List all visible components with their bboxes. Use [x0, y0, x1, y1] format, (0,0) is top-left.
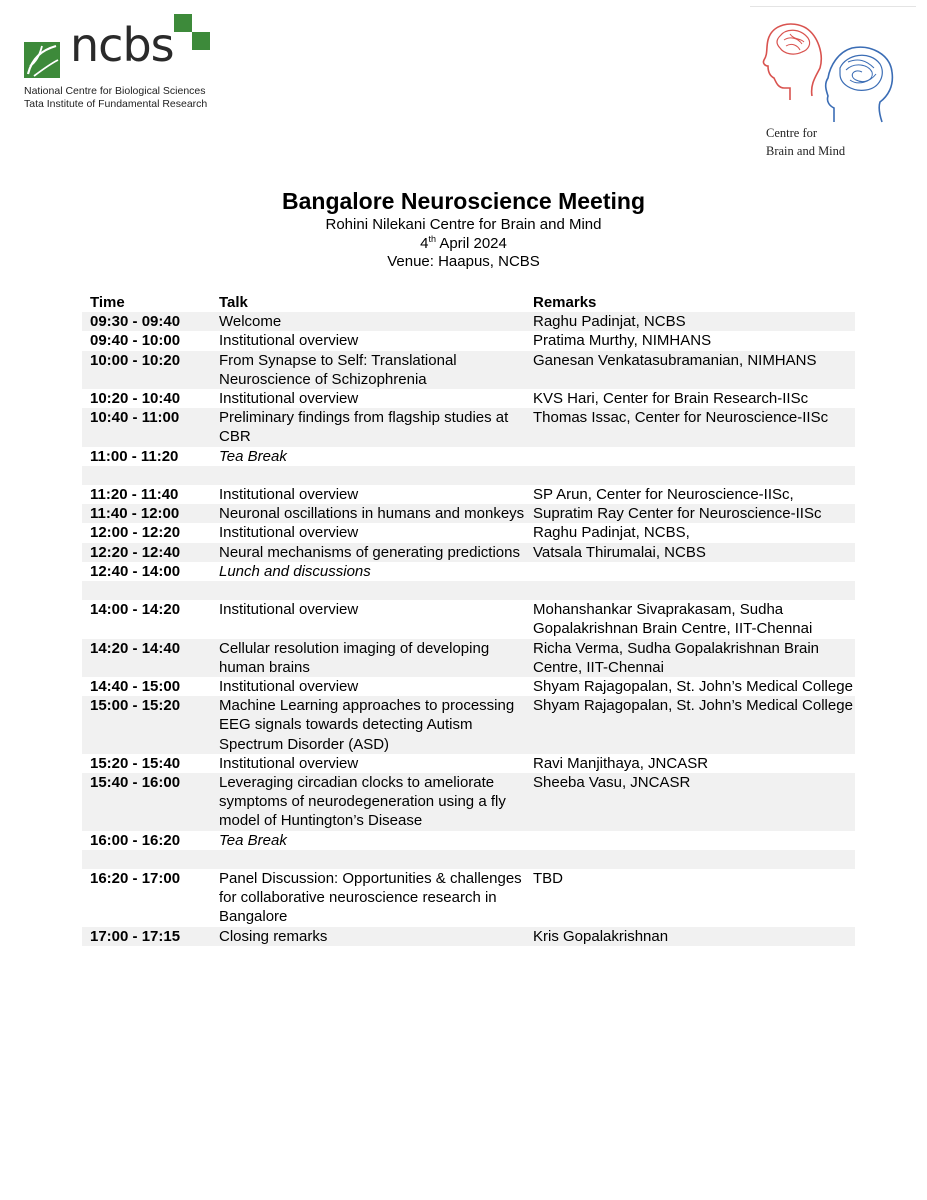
page-title: Bangalore Neuroscience Meeting [282, 188, 645, 214]
cell-remarks: Sheeba Vasu, JNCASR [533, 774, 691, 792]
cell-talk: Closing remarks [219, 927, 328, 945]
cell-remarks: Ganesan Venkatasubramanian, NIMHANS [533, 351, 817, 369]
cell-remarks: SP Arun, Center for Neuroscience-IISc, [533, 486, 794, 504]
cell-time: 10:40 - 11:00 [90, 409, 180, 427]
cell-talk: Institutional overview [219, 486, 359, 504]
cell-talk: Cellular resolution imaging of developing human brains [219, 639, 490, 676]
cell-time: 10:20 - 10:40 [90, 390, 181, 408]
table-row-break [82, 562, 855, 581]
date-suffix: th [428, 233, 436, 244]
cell-time: 09:40 - 10:00 [90, 332, 181, 350]
cell-talk: Neuronal oscillations in humans and monkeys [219, 505, 525, 523]
date-rest: April 2024 [435, 234, 507, 252]
table-spacer-row [82, 850, 855, 869]
cell-time: 16:00 - 16:20 [90, 831, 181, 849]
cell-remarks: Kris Gopalakrishnan [533, 927, 669, 945]
cell-talk: Institutional overview [219, 524, 359, 542]
cell-remarks [526, 562, 855, 581]
table-row [82, 600, 855, 638]
cell-time: 09:30 - 09:40 [90, 313, 181, 331]
cell-time: 14:00 - 14:20 [90, 601, 181, 619]
table-row [82, 927, 855, 946]
cbm-divider [750, 6, 916, 7]
column-header-time: Time [90, 294, 125, 311]
cell-time: 12:00 - 12:20 [90, 524, 181, 542]
cell-time: 15:20 - 15:40 [90, 754, 181, 772]
cell-remarks [526, 831, 855, 850]
table-row [82, 773, 855, 831]
column-header-remarks: Remarks [533, 294, 597, 311]
table-row-break [82, 831, 855, 850]
table-row [82, 389, 855, 408]
page-subtitle: Rohini Nilekani Centre for Brain and Mind [325, 216, 602, 233]
ncbs-subtitle-line1: National Centre for Biological Sciences [24, 85, 206, 97]
event-venue: Venue: Haapus, NCBS [387, 253, 540, 270]
cell-time: 14:20 - 14:40 [90, 639, 181, 657]
cbm-text-line1: Centre for [766, 126, 818, 140]
table-row-break [82, 447, 855, 466]
cell-time: 15:00 - 15:20 [90, 697, 181, 715]
cell-talk: Institutional overview [219, 601, 359, 619]
ncbs-subtitle-line2: Tata Institute of Fundamental Research [24, 98, 208, 110]
table-row [82, 504, 855, 523]
ncbs-logo [22, 14, 222, 110]
cell-remarks: TBD [533, 870, 563, 888]
cell-time: 15:40 - 16:00 [90, 774, 181, 792]
cell-remarks: Thomas Issac, Center for Neuroscience-IISc [533, 409, 829, 427]
table-row [82, 639, 855, 677]
cell-time: 11:20 - 11:40 [90, 486, 179, 504]
cell-talk: Institutional overview [219, 390, 359, 408]
cell-talk: Welcome [219, 313, 282, 331]
cell-remarks: Supratim Ray Center for Neuroscience-IISc [533, 505, 822, 523]
table-row [82, 543, 855, 562]
cell-time: 17:00 - 17:15 [90, 927, 181, 945]
cell-remarks: Raghu Padinjat, NCBS, [533, 524, 690, 542]
table-row [82, 351, 855, 389]
cell-talk: Tea Break [219, 447, 287, 465]
table-row [82, 696, 855, 754]
cbm-logo [750, 6, 918, 166]
ncbs-wordmark: ncbs [70, 18, 174, 72]
table-row [82, 331, 855, 350]
cell-talk: Preliminary findings from flagship studies at CBR [219, 409, 509, 446]
cell-time: 16:20 - 17:00 [90, 870, 181, 888]
document-header [0, 186, 927, 272]
cell-talk: Institutional overview [219, 332, 359, 350]
cbm-text-line2: Brain and Mind [766, 144, 846, 158]
cell-remarks: Shyam Rajagopalan, St. John’s Medical College [533, 697, 853, 715]
cell-time: 11:40 - 12:00 [90, 505, 180, 523]
cell-talk: From Synapse to Self: Translational Neuroscience of Schizophrenia [219, 351, 457, 388]
table-row [82, 312, 855, 331]
cell-remarks: Ravi Manjithaya, JNCASR [533, 754, 709, 772]
cell-time: 11:00 - 11:20 [90, 447, 179, 465]
cell-remarks: Shyam Rajagopalan, St. John’s Medical College [533, 678, 853, 696]
cell-remarks: Vatsala Thirumalai, NCBS [533, 543, 706, 561]
table-row [82, 754, 855, 773]
cell-talk: Panel Discussion: Opportunities & challenges for collaborative neuroscience research in Bangalore [219, 870, 522, 926]
cell-talk: Tea Break [219, 831, 287, 849]
table-row [82, 677, 855, 696]
cell-talk: Machine Learning approaches to processing EEG signals towards detecting Autism Spectrum Disorder (ASD) [219, 697, 515, 753]
cell-time: 12:40 - 14:00 [90, 562, 181, 580]
cell-remarks: Raghu Padinjat, NCBS [533, 313, 686, 331]
event-date [0, 235, 927, 254]
cell-talk: Leveraging circadian clocks to ameliorate symptoms of neurodegeneration using a fly model of Huntington’s Disease [219, 774, 506, 830]
table-spacer-row [82, 581, 855, 600]
cell-remarks: Richa Verma, Sudha Gopalakrishnan Brain Centre, IIT-Chennai [533, 639, 819, 676]
cell-remarks [526, 447, 855, 466]
table-spacer-row [82, 466, 855, 485]
cell-talk: Lunch and discussions [219, 562, 371, 580]
cell-talk: Institutional overview [219, 754, 359, 772]
cell-time: 10:00 - 10:20 [90, 351, 181, 369]
table-header-row [82, 293, 855, 312]
table-row [82, 869, 855, 927]
table-row [82, 485, 855, 504]
cell-time: 12:20 - 12:40 [90, 543, 181, 561]
cell-time: 14:40 - 15:00 [90, 678, 181, 696]
date-day: 4 [420, 234, 429, 252]
cell-remarks: Pratima Murthy, NIMHANS [533, 332, 712, 350]
brain-heads-icon [750, 10, 918, 128]
cell-remarks: KVS Hari, Center for Brain Research-IISc [533, 390, 809, 408]
cell-talk: Institutional overview [219, 678, 359, 696]
table-row [82, 523, 855, 542]
cell-talk: Neural mechanisms of generating predictions [219, 543, 520, 561]
table-row [82, 408, 855, 446]
column-header-talk: Talk [219, 294, 248, 311]
schedule-table [82, 293, 855, 946]
cell-remarks: Mohanshankar Sivaprakasam, Sudha Gopalakrishnan Brain Centre, IIT-Chennai [533, 601, 813, 638]
